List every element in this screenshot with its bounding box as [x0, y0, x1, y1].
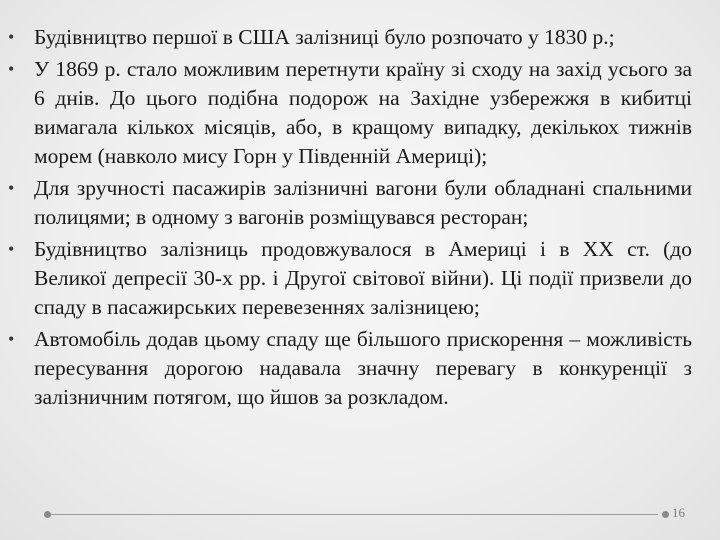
page-number: 16 — [672, 505, 685, 520]
footer-divider — [50, 514, 658, 515]
list-item — [8, 55, 692, 171]
bullet-text: Автомобіль додав цьому спаду ще більшого прискорення – можливість пересування дорогою надавала значну перевагу в конкуренції з залізничним потягом, що йшов за розкладом. — [34, 327, 692, 409]
bullet-text: Будівництво залізниць продовжувалося в Америці і в XX ст. (до Великої депресії 30-х рр. і Другої світової війни). Ці події призвели до спаду в пасажирських перевезеннях залізницею; — [34, 237, 692, 319]
bullet-icon: • — [8, 239, 15, 259]
list-item — [8, 325, 692, 412]
list-item — [8, 235, 692, 322]
divider-dot-left — [44, 511, 51, 518]
list-item — [8, 174, 692, 232]
bullet-icon: • — [8, 178, 15, 198]
bullet-text: У 1869 р. стало можливим перетнути країну зі сходу на захід усього за 6 днів. До цього подібна подорож на Західне узбережжя в кибитці вимагала кількох місяців, або, в кращому випадку, декількох тижнів морем (навколо мису Горн у Південній Америці); — [34, 57, 692, 168]
list-item — [8, 23, 692, 52]
bullet-text: Будівництво першої в США залізниці було розпочато у 1830 р.; — [34, 25, 615, 49]
divider-dot-right — [662, 511, 669, 518]
bullet-icon: • — [8, 329, 15, 349]
bullet-list — [8, 23, 692, 415]
bullet-icon: • — [8, 59, 15, 79]
bullet-text: Для зручності пасажирів залізничні вагони були обладнані спальними полицями; в одному з вагонів розміщувався ресторан; — [34, 176, 692, 229]
bullet-icon: • — [8, 27, 15, 47]
